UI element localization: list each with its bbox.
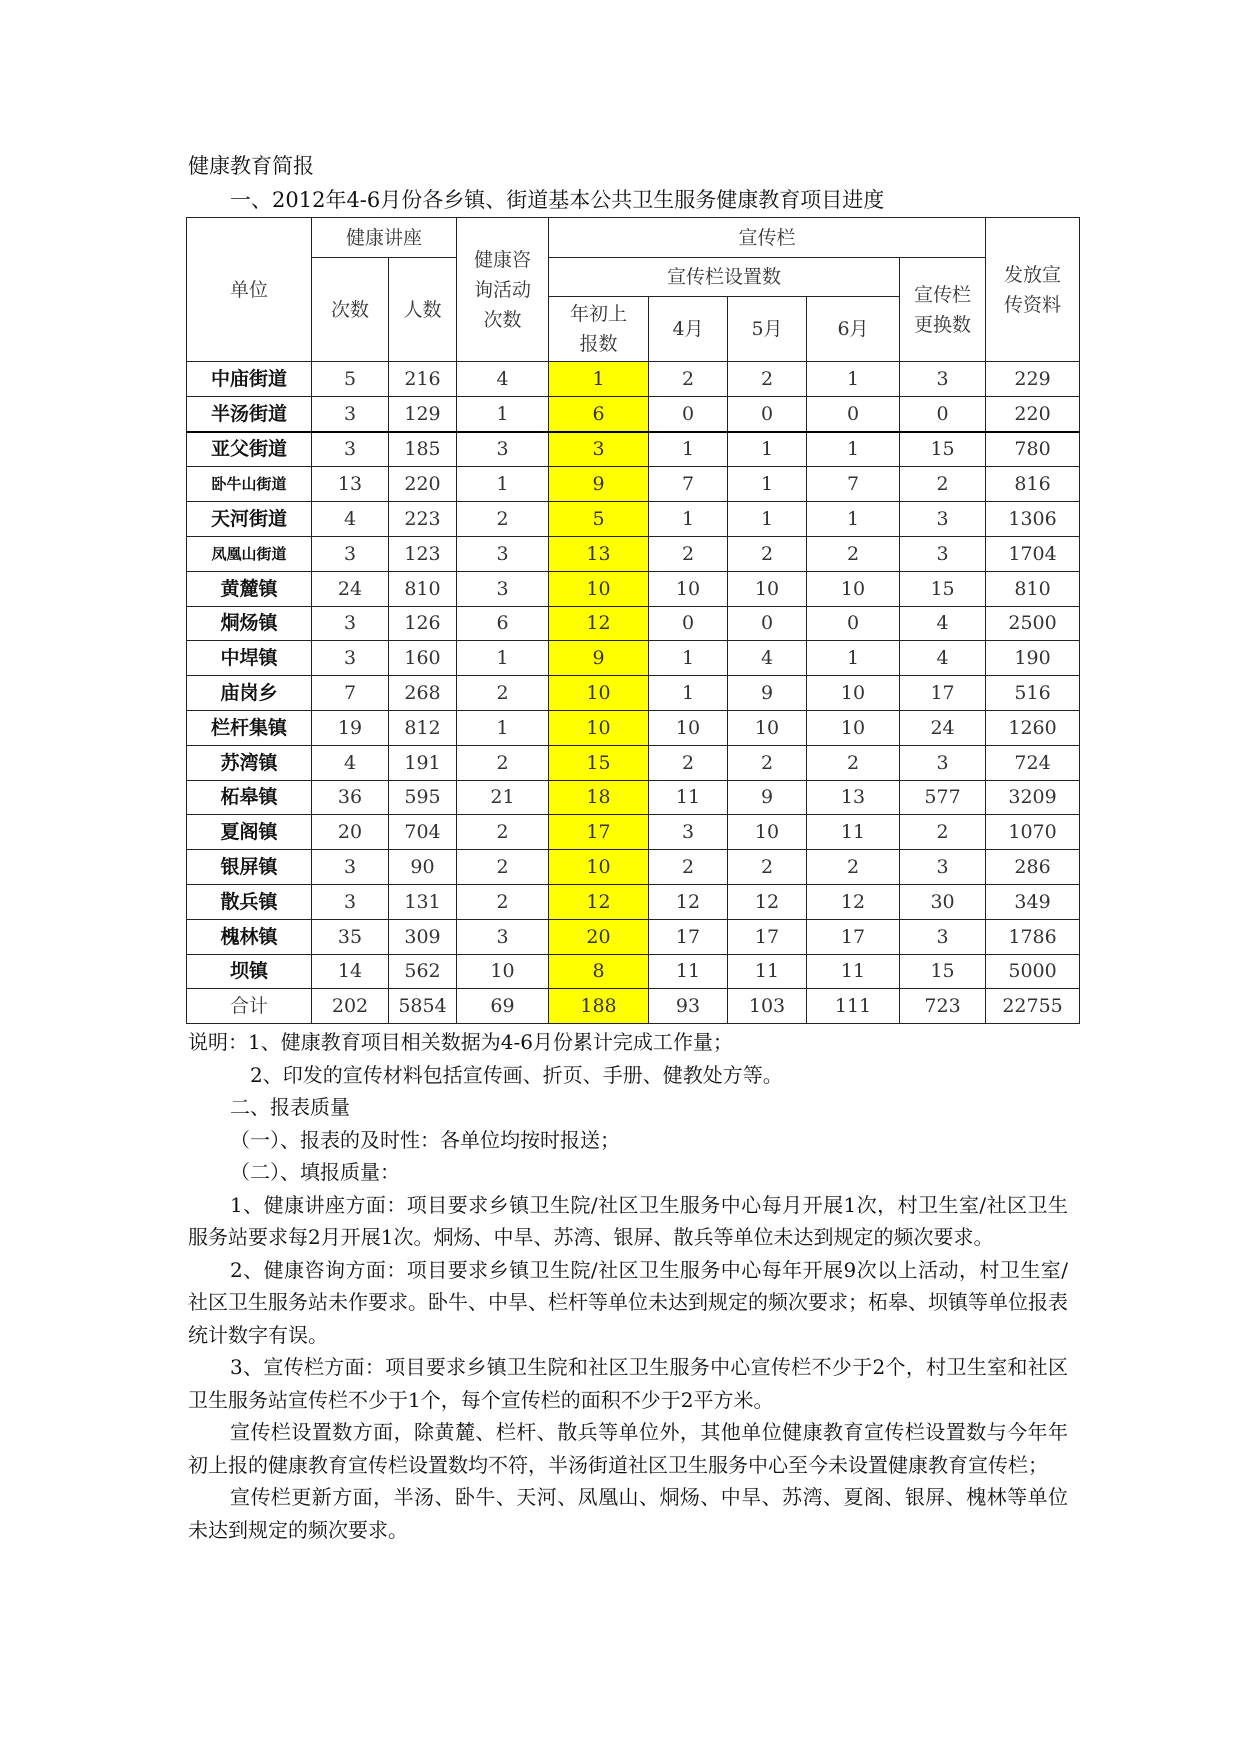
cell-replace: 0 [900, 396, 986, 431]
table-row [187, 606, 1080, 641]
table-row [187, 954, 1080, 989]
cell-unit: 亚父街道 [187, 432, 312, 467]
cell-initial: 10 [549, 710, 649, 745]
document-title: 健康教育简报 [188, 154, 314, 178]
cell-materials: 2500 [986, 606, 1080, 641]
cell-m6: 11 [807, 815, 900, 850]
cell-initial: 9 [549, 641, 649, 676]
cell-unit: 庙岗乡 [187, 676, 312, 711]
cell-consult: 6 [457, 606, 549, 641]
cell-lec-people: 268 [389, 676, 457, 711]
cell-unit: 栏杆集镇 [187, 710, 312, 745]
table-row [187, 676, 1080, 711]
cell-m6: 2 [807, 745, 900, 780]
table-row [187, 850, 1080, 885]
cell-m5: 9 [728, 676, 807, 711]
cell-consult: 2 [457, 884, 549, 919]
cell-materials: 724 [986, 745, 1080, 780]
header-unit: 单位 [187, 218, 312, 362]
cell-consult: 3 [457, 919, 549, 954]
header-consult [457, 218, 549, 362]
cell-lec-people: 309 [389, 919, 457, 954]
cell-materials: 286 [986, 850, 1080, 885]
cell-consult: 4 [457, 362, 549, 397]
cell-replace: 30 [900, 884, 986, 919]
cell-lec-times: 3 [312, 884, 389, 919]
cell-consult: 1 [457, 641, 549, 676]
cell-m5: 0 [728, 606, 807, 641]
cell-consult: 3 [457, 536, 549, 571]
cell-m6: 0 [807, 606, 900, 641]
cell-m6: 11 [807, 954, 900, 989]
cell-initial: 9 [549, 467, 649, 502]
cell-m5: 1 [728, 467, 807, 502]
cell-lec-times: 13 [312, 467, 389, 502]
cell-unit: 散兵镇 [187, 884, 312, 919]
cell-m6: 1 [807, 432, 900, 467]
cell-replace: 15 [900, 571, 986, 606]
cell-unit: 苏湾镇 [187, 745, 312, 780]
cell-m5: 2 [728, 745, 807, 780]
header-board-initial-text: 年初上报数 [570, 303, 628, 355]
cell-consult: 21 [457, 780, 549, 815]
cell-materials: 1704 [986, 536, 1080, 571]
cell-consult: 1 [457, 467, 549, 502]
cell-unit: 凤凰山街道 [187, 536, 312, 571]
cell-unit: 烔炀镇 [187, 606, 312, 641]
cell-lec-people: 810 [389, 571, 457, 606]
cell-unit: 柘皋镇 [187, 780, 312, 815]
cell-materials: 190 [986, 641, 1080, 676]
cell-lec-times: 4 [312, 745, 389, 780]
cell-unit: 黄麓镇 [187, 571, 312, 606]
cell-materials: 22755 [986, 989, 1080, 1024]
cell-m5: 10 [728, 571, 807, 606]
cell-lec-people: 123 [389, 536, 457, 571]
cell-lec-times: 14 [312, 954, 389, 989]
table-row [187, 467, 1080, 502]
cell-consult: 10 [457, 954, 549, 989]
cell-m5: 17 [728, 919, 807, 954]
cell-initial: 3 [549, 432, 649, 467]
cell-materials: 349 [986, 884, 1080, 919]
cell-replace: 2 [900, 815, 986, 850]
cell-m4: 1 [649, 432, 728, 467]
cell-materials: 1786 [986, 919, 1080, 954]
table-row [187, 432, 1080, 467]
cell-consult: 1 [457, 710, 549, 745]
cell-unit: 槐林镇 [187, 919, 312, 954]
cell-m6: 2 [807, 536, 900, 571]
paragraph-board: 3、宣传栏方面：项目要求乡镇卫生院和社区卫生服务中心宣传栏不少于2个，村卫生室和社区卫生服务站宣传栏不少于1个，每个宣传栏的面积不少于2平方米。 [188, 1355, 1068, 1412]
cell-initial: 6 [549, 396, 649, 431]
cell-replace: 4 [900, 606, 986, 641]
cell-initial: 8 [549, 954, 649, 989]
cell-materials: 220 [986, 396, 1080, 431]
cell-consult: 69 [457, 989, 549, 1024]
cell-replace: 15 [900, 954, 986, 989]
cell-m4: 2 [649, 850, 728, 885]
table-body [187, 362, 1080, 1024]
cell-materials: 810 [986, 571, 1080, 606]
cell-unit: 天河街道 [187, 502, 312, 537]
cell-m6: 12 [807, 884, 900, 919]
cell-materials: 1306 [986, 502, 1080, 537]
cell-initial: 12 [549, 884, 649, 919]
cell-m4: 10 [649, 571, 728, 606]
header-month4: 4月 [649, 297, 728, 362]
cell-lec-times: 19 [312, 710, 389, 745]
cell-replace: 3 [900, 850, 986, 885]
cell-replace: 15 [900, 432, 986, 467]
cell-lec-people: 160 [389, 641, 457, 676]
header-board: 宣传栏 [549, 218, 986, 258]
cell-m6: 1 [807, 641, 900, 676]
table-row [187, 815, 1080, 850]
cell-replace: 577 [900, 780, 986, 815]
table-row [187, 571, 1080, 606]
cell-replace: 723 [900, 989, 986, 1024]
cell-lec-people: 191 [389, 745, 457, 780]
cell-unit: 半汤街道 [187, 396, 312, 431]
cell-m5: 10 [728, 710, 807, 745]
section2-heading: 二、报表质量 [230, 1095, 350, 1119]
cell-materials: 229 [986, 362, 1080, 397]
cell-lec-times: 3 [312, 432, 389, 467]
cell-materials: 816 [986, 467, 1080, 502]
cell-m4: 11 [649, 954, 728, 989]
cell-m6: 10 [807, 571, 900, 606]
cell-unit: 中垾镇 [187, 641, 312, 676]
cell-m5: 11 [728, 954, 807, 989]
cell-m4: 7 [649, 467, 728, 502]
section2-sub1: （一）、报表的及时性：各单位均按时报送； [230, 1127, 620, 1152]
cell-m4: 93 [649, 989, 728, 1024]
paragraph-consult: 2、健康咨询方面：项目要求乡镇卫生院/社区卫生服务中心每年开展9次以上活动，村卫生室/社区卫生服务站未作要求。卧牛、中旱、栏杆等单位未达到规定的频次要求；柘皋、坝镇等单位报表统计数字有误。 [188, 1257, 1068, 1347]
cell-replace: 2 [900, 467, 986, 502]
cell-m4: 0 [649, 396, 728, 431]
cell-initial: 17 [549, 815, 649, 850]
cell-m4: 0 [649, 606, 728, 641]
table-row [187, 710, 1080, 745]
body-text [188, 1026, 1068, 1546]
cell-consult: 3 [457, 432, 549, 467]
cell-initial: 10 [549, 571, 649, 606]
table-row [187, 396, 1080, 431]
header-board-replace-text: 宣传栏更换数 [914, 283, 972, 336]
cell-consult: 2 [457, 502, 549, 537]
cell-lec-times: 35 [312, 919, 389, 954]
cell-replace: 3 [900, 362, 986, 397]
cell-initial: 13 [549, 536, 649, 571]
table-row [187, 919, 1080, 954]
cell-lec-people: 812 [389, 710, 457, 745]
header-month5: 5月 [728, 297, 807, 362]
cell-m6: 10 [807, 676, 900, 711]
cell-m6: 1 [807, 362, 900, 397]
header-consult-text: 健康咨询活动次数 [474, 248, 532, 331]
cell-initial: 15 [549, 745, 649, 780]
cell-lec-people: 131 [389, 884, 457, 919]
cell-unit: 银屏镇 [187, 850, 312, 885]
cell-m4: 3 [649, 815, 728, 850]
table-row [187, 536, 1080, 571]
cell-m5: 4 [728, 641, 807, 676]
cell-lec-times: 3 [312, 641, 389, 676]
cell-unit: 卧牛山街道 [187, 467, 312, 502]
cell-lec-times: 202 [312, 989, 389, 1024]
cell-lec-times: 7 [312, 676, 389, 711]
cell-m6: 0 [807, 396, 900, 431]
cell-m4: 1 [649, 641, 728, 676]
cell-initial: 10 [549, 676, 649, 711]
section1-heading: 一、2012年4-6月份各乡镇、街道基本公共卫生服务健康教育项目进度 [230, 188, 885, 212]
cell-consult: 3 [457, 571, 549, 606]
cell-materials: 516 [986, 676, 1080, 711]
cell-lec-people: 126 [389, 606, 457, 641]
cell-m6: 111 [807, 989, 900, 1024]
paragraph-board-setup: 宣传栏设置数方面，除黄麓、栏杆、散兵等单位外，其他单位健康教育宣传栏设置数与今年年初上报的健康教育宣传栏设置数均不符，半汤街道社区卫生服务中心至今未设置健康教育宣传栏； [188, 1420, 1068, 1477]
cell-replace: 24 [900, 710, 986, 745]
cell-lec-times: 5 [312, 362, 389, 397]
cell-replace: 3 [900, 919, 986, 954]
paragraph-board-update: 宣传栏更新方面，半汤、卧牛、天河、凤凰山、烔炀、中旱、苏湾、夏阁、银屏、槐林等单位未达到规定的频次要求。 [188, 1485, 1068, 1542]
cell-m4: 17 [649, 919, 728, 954]
cell-initial: 12 [549, 606, 649, 641]
cell-consult: 2 [457, 815, 549, 850]
cell-materials: 1260 [986, 710, 1080, 745]
cell-lec-people: 704 [389, 815, 457, 850]
cell-unit: 坝镇 [187, 954, 312, 989]
cell-consult: 2 [457, 745, 549, 780]
cell-initial: 20 [549, 919, 649, 954]
cell-unit: 夏阁镇 [187, 815, 312, 850]
cell-m6: 2 [807, 850, 900, 885]
cell-lec-people: 185 [389, 432, 457, 467]
table-row [187, 780, 1080, 815]
cell-lec-people: 216 [389, 362, 457, 397]
cell-lec-times: 20 [312, 815, 389, 850]
cell-consult: 1 [457, 396, 549, 431]
header-materials [986, 218, 1080, 362]
cell-unit: 中庙街道 [187, 362, 312, 397]
cell-m5: 2 [728, 362, 807, 397]
cell-unit: 合计 [187, 989, 312, 1024]
cell-initial: 10 [549, 850, 649, 885]
cell-m4: 10 [649, 710, 728, 745]
cell-lec-times: 3 [312, 850, 389, 885]
header-board-replace [900, 258, 986, 362]
header-lecture-people: 人数 [389, 258, 457, 362]
cell-m6: 17 [807, 919, 900, 954]
cell-m5: 9 [728, 780, 807, 815]
cell-materials: 1070 [986, 815, 1080, 850]
cell-m4: 12 [649, 884, 728, 919]
cell-m6: 7 [807, 467, 900, 502]
cell-materials: 5000 [986, 954, 1080, 989]
note-1: 说明：1、健康教育项目相关数据为4-6月份累计完成工作量； [188, 1030, 733, 1054]
cell-initial: 18 [549, 780, 649, 815]
table-row [187, 641, 1080, 676]
cell-consult: 2 [457, 850, 549, 885]
header-board-initial [549, 297, 649, 362]
paragraph-lecture: 1、健康讲座方面：项目要求乡镇卫生院/社区卫生服务中心每月开展1次，村卫生室/社区卫生服务站要求每2月开展1次。烔炀、中旱、苏湾、银屏、散兵等单位未达到规定的频次要求。 [188, 1192, 1068, 1249]
header-lecture: 健康讲座 [312, 218, 457, 258]
cell-m4: 2 [649, 536, 728, 571]
cell-m6: 1 [807, 502, 900, 537]
cell-lec-people: 129 [389, 396, 457, 431]
cell-lec-times: 3 [312, 396, 389, 431]
cell-replace: 3 [900, 502, 986, 537]
cell-m4: 2 [649, 745, 728, 780]
cell-m4: 2 [649, 362, 728, 397]
cell-lec-people: 5854 [389, 989, 457, 1024]
cell-initial: 5 [549, 502, 649, 537]
cell-replace: 3 [900, 536, 986, 571]
cell-m6: 13 [807, 780, 900, 815]
cell-m6: 10 [807, 710, 900, 745]
cell-m5: 1 [728, 432, 807, 467]
section2-sub2: （二）、填报质量： [230, 1160, 400, 1184]
cell-m4: 1 [649, 676, 728, 711]
cell-lec-people: 223 [389, 502, 457, 537]
header-board-setup: 宣传栏设置数 [549, 258, 900, 297]
cell-m5: 0 [728, 396, 807, 431]
table-row [187, 362, 1080, 397]
cell-lec-people: 220 [389, 467, 457, 502]
cell-lec-people: 595 [389, 780, 457, 815]
table-total-row [187, 989, 1080, 1024]
cell-lec-times: 4 [312, 502, 389, 537]
cell-lec-times: 24 [312, 571, 389, 606]
header-month6: 6月 [807, 297, 900, 362]
progress-table [186, 217, 1080, 1024]
cell-lec-people: 562 [389, 954, 457, 989]
cell-replace: 17 [900, 676, 986, 711]
cell-m5: 2 [728, 850, 807, 885]
cell-m5: 2 [728, 536, 807, 571]
cell-m5: 1 [728, 502, 807, 537]
cell-m5: 10 [728, 815, 807, 850]
table-row [187, 502, 1080, 537]
cell-replace: 3 [900, 745, 986, 780]
note-2: 2、印发的宣传材料包括宣传画、折页、手册、健教处方等。 [250, 1062, 783, 1087]
cell-m4: 11 [649, 780, 728, 815]
cell-m5: 12 [728, 884, 807, 919]
cell-lec-people: 90 [389, 850, 457, 885]
cell-lec-times: 3 [312, 606, 389, 641]
cell-m5: 103 [728, 989, 807, 1024]
cell-initial: 1 [549, 362, 649, 397]
cell-initial: 188 [549, 989, 649, 1024]
header-lecture-times: 次数 [312, 258, 389, 362]
cell-consult: 2 [457, 676, 549, 711]
table-row [187, 884, 1080, 919]
table-row [187, 745, 1080, 780]
cell-m4: 1 [649, 502, 728, 537]
header-materials-text: 发放宣传资料 [1004, 263, 1062, 316]
cell-lec-times: 3 [312, 536, 389, 571]
cell-lec-times: 36 [312, 780, 389, 815]
cell-materials: 780 [986, 432, 1080, 467]
cell-replace: 4 [900, 641, 986, 676]
cell-materials: 3209 [986, 780, 1080, 815]
